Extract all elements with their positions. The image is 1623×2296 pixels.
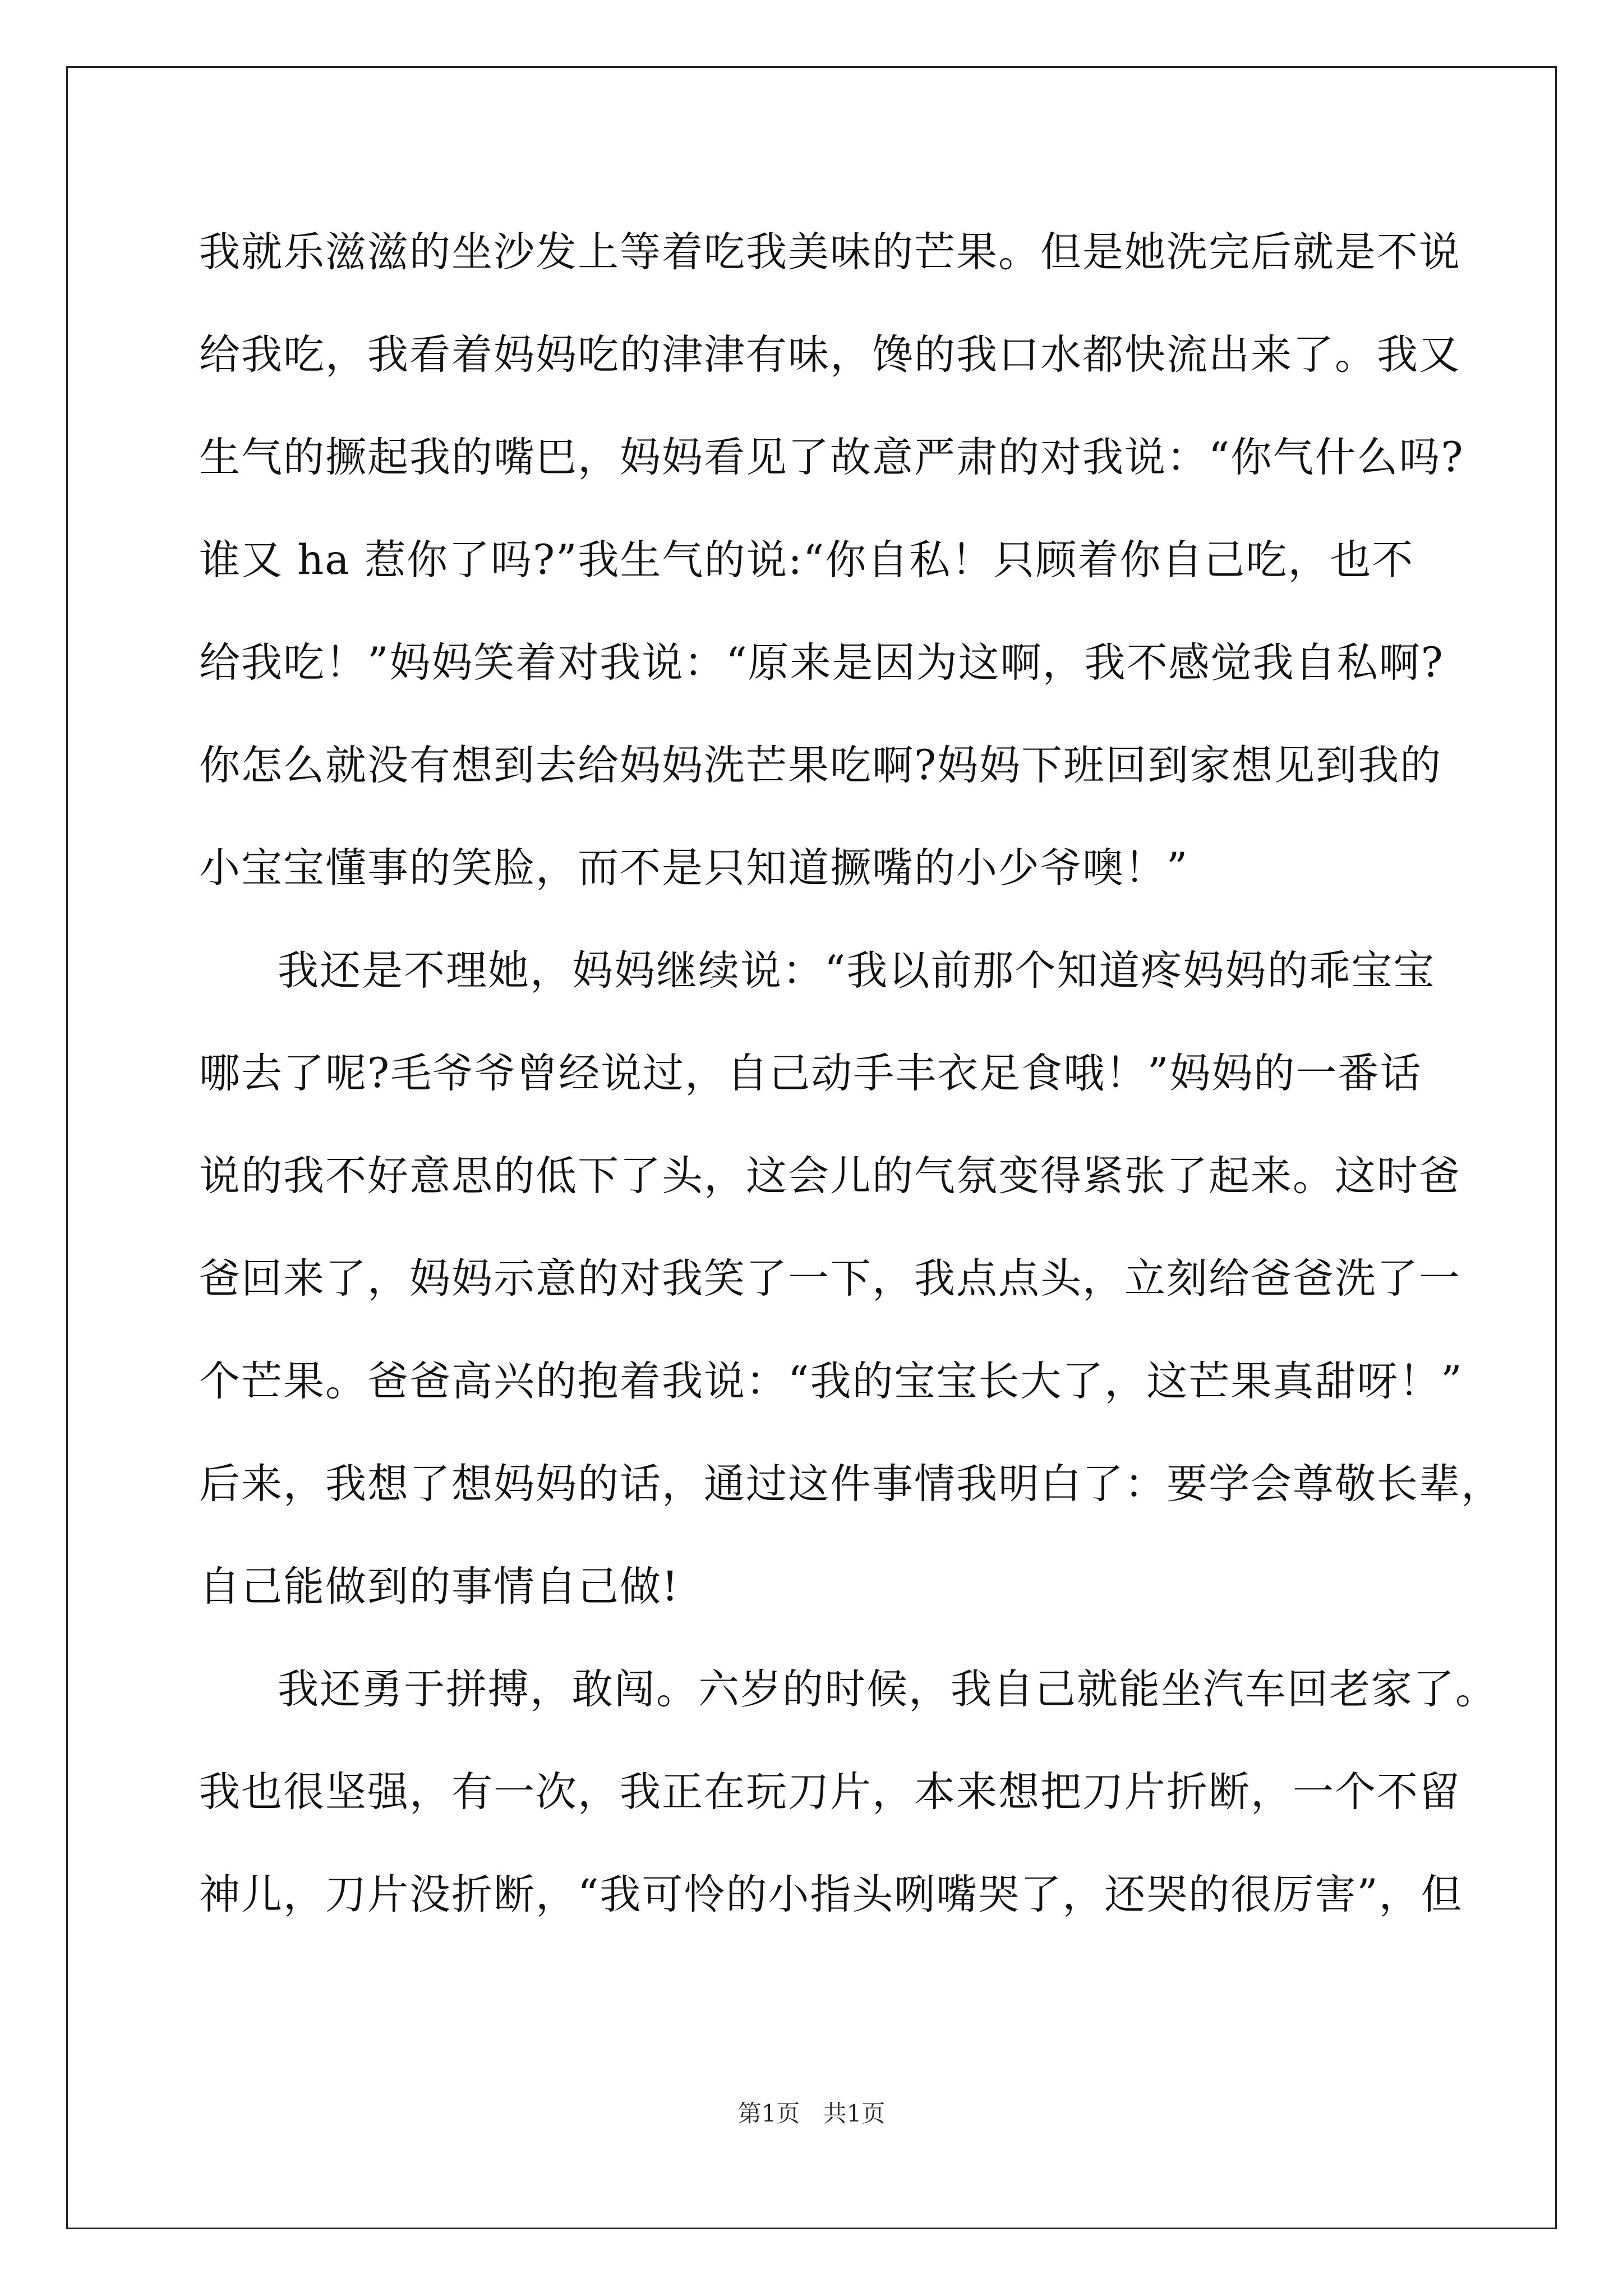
text-line: 我就乐滋滋的坐沙发上等着吃我美味的芒果。但是她洗完后就是不说: [199, 228, 1461, 276]
text-line: 个芒果。爸爸高兴的抱着我说：“我的宝宝长大了，这芒果真甜呀！”: [199, 1358, 1463, 1405]
text-line: 给我吃，我看着妈妈吃的津津有味，馋的我口水都快流出来了。我又: [199, 331, 1461, 379]
text-line: 我也很坚强，有一次，我正在玩刀片，本来想把刀片折断，一个不留: [199, 1768, 1461, 1816]
page-footer: [0, 2095, 1623, 2129]
text-line: 神儿，刀片没折断，“我可怜的小指头咧嘴哭了，还哭的很厉害”，但: [199, 1871, 1463, 1918]
page-total: 共1页: [823, 2100, 886, 2127]
paragraph-first-line: 我还勇于拼搏，敢闯。六岁的时候，我自己就能坐汽车回老家了。: [278, 1665, 1497, 1713]
text-line: 谁又 ha 惹你了吗?”我生气的说:“你自私！只顾着你自己吃，也不: [199, 536, 1414, 584]
paragraph-first-line: 我还是不理她，妈妈继续说：“我以前那个知道疼妈妈的乖宝宝: [278, 947, 1436, 995]
page-number: 第1页: [737, 2100, 800, 2127]
text-line: 自己能做到的事情自己做!: [199, 1563, 680, 1611]
text-line: 爸回来了，妈妈示意的对我笑了一下，我点点头，立刻给爸爸洗了一: [199, 1255, 1461, 1303]
text-line: 后来，我想了想妈妈的话，通过这件事情我明白了：要学会尊敬长辈，: [199, 1460, 1503, 1508]
text-line: 说的我不好意思的低下了头，这会儿的气氛变得紧张了起来。这时爸: [199, 1152, 1461, 1200]
text-line: 你怎么就没有想到去给妈妈洗芒果吃啊?妈妈下班回到家想见到我的: [199, 742, 1442, 789]
text-line: 给我吃！”妈妈笑着对我说：“原来是因为这啊，我不感觉我自私啊?: [199, 639, 1444, 687]
text-line: 小宝宝懂事的笑脸，而不是只知道撅嘴的小少爷噢！”: [199, 844, 1189, 892]
text-line: 生气的撅起我的嘴巴，妈妈看见了故意严肃的对我说：“你气什么吗?: [199, 434, 1464, 481]
text-line: 哪去了呢?毛爷爷曾经说过，自己动手丰衣足食哦！”妈妈的一番话: [199, 1050, 1422, 1097]
